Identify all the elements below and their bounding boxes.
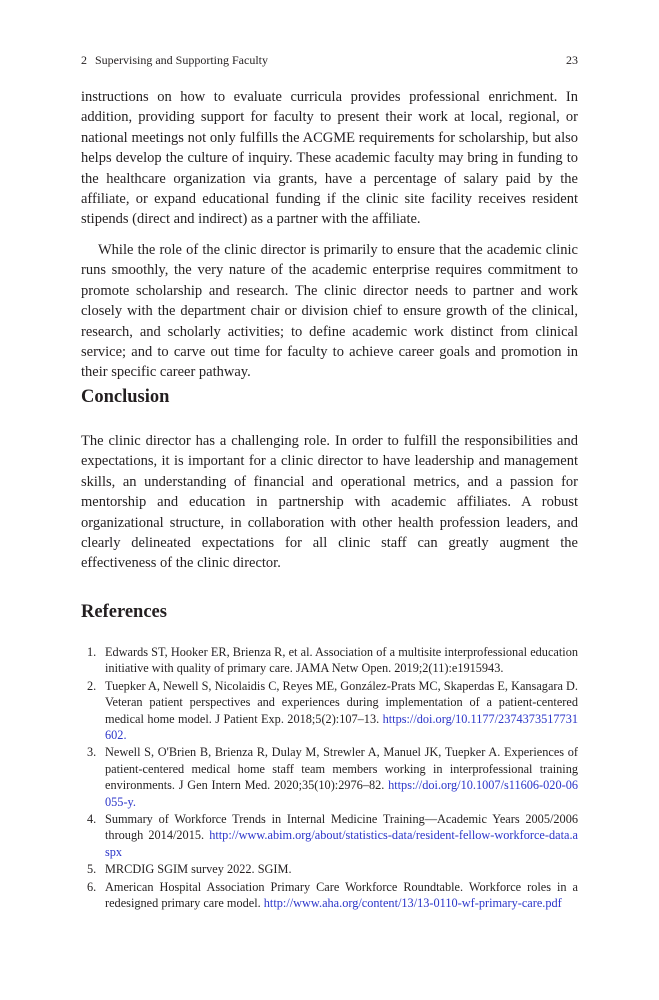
reference-text: Newell S, O'Brien B, Brienza R, Dulay M, Strewler A, Manuel JK, Tuepker A. Experiences of patient-centered medical home staff team members working in interprofessional training environments. J Gen Intern Med. 2020;35(10):2976–82.: [105, 745, 578, 793]
reference-number: 3.: [87, 745, 97, 760]
reference-item: [81, 861, 578, 877]
reference-item: [81, 678, 578, 744]
reference-text: MRCDIG SGIM survey 2022. SGIM.: [105, 862, 292, 877]
reference-item: [81, 644, 578, 677]
reference-item: [81, 811, 578, 860]
body-paragraph-clinic-director: While the role of the clinic director is primarily to ensure that the academic clinic runs smoothly, the very nature of the academic enterprise requires commitment to promote scholarship and research. The clinic director needs to partner and work closely with the department chair or division chief to ensure growth of the clinical, research, and scholarly activities; to define academic work distinct from clinical service; and to carve out time for faculty to achieve career goals and promotion in their specific career pathway.: [81, 242, 578, 381]
web-link[interactable]: http://www.abim.org/about/statistics-data/resident-fellow-workforce-data.aspx: [105, 828, 578, 859]
doi-link[interactable]: https://doi.org/10.1177/2374373517731602.: [105, 711, 578, 743]
reference-text: Tuepker A, Newell S, Nicolaidis C, Reyes ME, González-Prats MC, Skaperdas E, Kansagara D. Veteran patient perspectives and experiences during implementation of a patient-centered medical home model. J Patient Exp. 2018;5(2):107–13.: [105, 678, 578, 726]
reference-text: Summary of Workforce Trends in Internal Medicine Training—Academic Years 2005/2006 through 2014/2015.: [105, 812, 578, 843]
chapter-number: 2: [81, 53, 87, 67]
conclusion-paragraph: The clinic director has a challenging role. In order to fulfill the responsibilities and expectations, it is important for a clinic director to have leadership and management skills, an understanding of financial and operational metrics, and a passion for mentorship and education in partnership with academic affiliates. A robust organizational structure, in collaboration with other health profession leaders, and clearly delineated expectations for all clinic staff can greatly augment the effectiveness of the clinic director.: [81, 433, 578, 572]
reference-number: 4.: [87, 812, 97, 827]
reference-item: [81, 879, 578, 912]
reference-list: [81, 644, 578, 913]
reference-number: 5.: [87, 862, 97, 877]
page-number: 23: [566, 53, 578, 67]
reference-text: American Hospital Association Primary Care Workforce Roundtable. Workforce roles in a redesigned primary care model.: [105, 879, 578, 911]
running-head: [81, 52, 578, 68]
reference-number: 1.: [87, 645, 97, 659]
web-link[interactable]: http://www.aha.org/content/13/13-0110-wf-primary-care.pdf: [263, 896, 562, 911]
reference-number: 6.: [87, 879, 97, 894]
conclusion-heading: Conclusion: [81, 387, 170, 407]
reference-item: [81, 744, 578, 810]
chapter-heading: [81, 52, 268, 68]
body-paragraph-continued: instructions on how to evaluate curricula provides professional enrichment. In addition, providing support for faculty to present their work at local, regional, or national meetings not only fulfills the ACGME requirements for scholarship, but also helps develop the culture of inquiry. These academic faculty may bring in funding to the healthcare organization via grants, have a percentage of salary paid by the affiliate, or expand educational funding if the clinic site facility receives resident stipends (direct and indirect) as a partner with the affiliate.: [81, 89, 578, 228]
doi-link[interactable]: https://doi.org/10.1007/s11606-020-06055-y.: [105, 778, 578, 809]
references-heading: References: [81, 602, 167, 622]
reference-number: 2.: [87, 678, 97, 693]
chapter-title: Supervising and Supporting Faculty: [95, 53, 268, 67]
reference-text: Edwards ST, Hooker ER, Brienza R, et al. Association of a multisite interprofessional education initiative with quality of primary care. JAMA Netw Open. 2019;2(11):e1915943.: [105, 645, 578, 676]
